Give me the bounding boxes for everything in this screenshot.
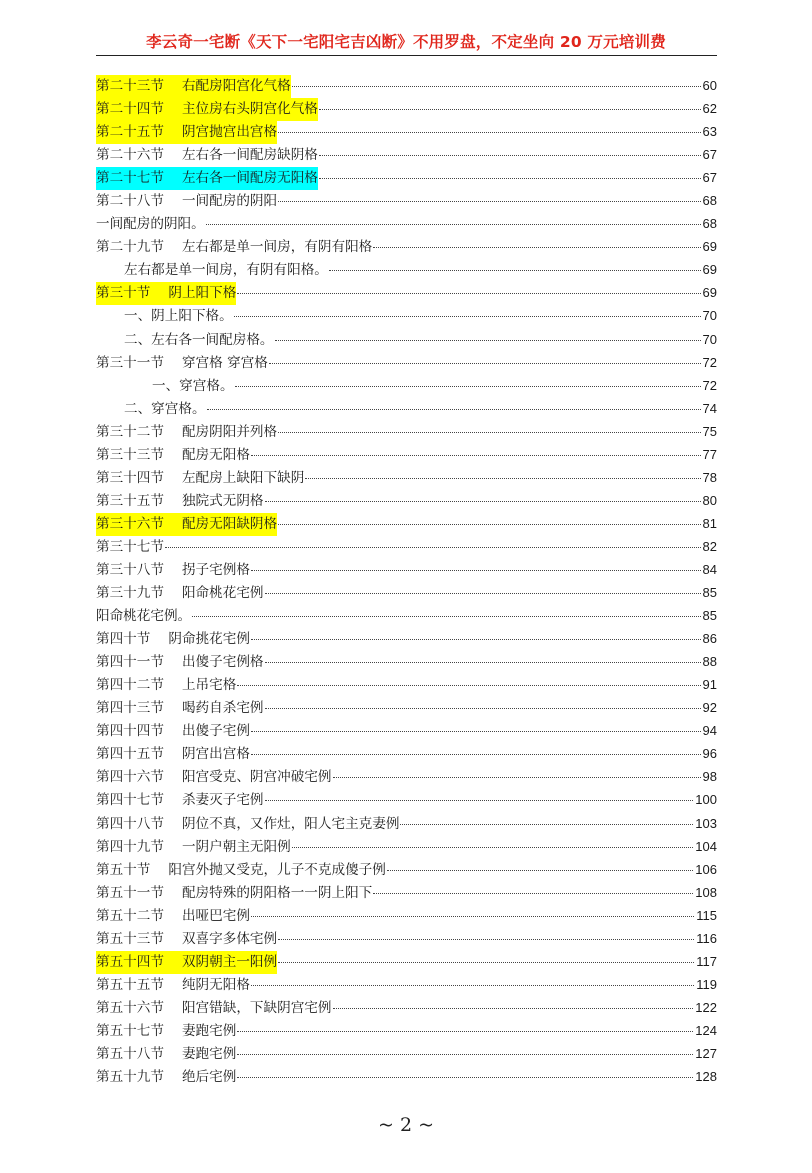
toc-section-title: 出哑巴宅例	[181, 907, 250, 924]
toc-page-number: 85	[702, 608, 717, 624]
dot-leader	[278, 132, 700, 133]
toc-page-number: 69	[702, 285, 717, 301]
toc-entry-label	[96, 766, 332, 789]
toc-section-title: 双阴朝主一阳例	[181, 953, 278, 970]
toc-entry[interactable]	[96, 835, 717, 858]
toc-entry[interactable]	[96, 973, 717, 996]
toc-section-title: 阴命挑花宅例	[168, 631, 250, 648]
toc-entry[interactable]	[96, 581, 717, 604]
toc-section-number: 第四十二节	[96, 677, 164, 694]
header-rule	[96, 55, 717, 56]
toc-entry-label	[96, 697, 264, 720]
toc-section-number: 第三十六节	[96, 515, 164, 532]
toc-entry[interactable]	[96, 466, 717, 489]
toc-section-title: 阴宫出宫格	[181, 746, 250, 763]
dot-leader	[319, 155, 701, 156]
toc-entry-label	[96, 1020, 236, 1043]
toc-section-number: 第二十六节	[96, 147, 164, 164]
toc-section-number: 第三十节	[96, 285, 151, 302]
toc-section-title: 阴宫抛宫出宫格	[181, 124, 278, 141]
dot-leader	[237, 1031, 693, 1032]
toc-entry[interactable]	[96, 258, 717, 281]
toc-section-title: 阳宫错缺，下缺阴宫宅例	[181, 999, 332, 1016]
toc-section-title: 出傻子宅例格	[181, 654, 264, 671]
toc-page-number: 77	[702, 446, 717, 462]
toc-section-number: 第五十一节	[96, 884, 164, 901]
toc-entry-label	[96, 836, 291, 859]
toc-entry-label	[124, 329, 274, 352]
dot-leader	[235, 386, 701, 387]
toc-entry[interactable]	[96, 443, 717, 466]
dot-leader	[292, 847, 694, 848]
toc-page-number: 115	[696, 907, 717, 923]
toc-entry-label	[96, 121, 277, 144]
toc-section-title: 妻跑宅例	[181, 1022, 237, 1039]
toc-entry[interactable]	[96, 512, 717, 535]
dot-leader	[329, 270, 701, 271]
toc-page-number: 108	[695, 884, 717, 900]
dot-leader	[265, 708, 701, 709]
toc-entry[interactable]	[96, 420, 717, 443]
toc-section-title: 配房阴阳并列格	[181, 423, 278, 440]
toc-entry-label	[96, 421, 277, 444]
toc-entry[interactable]	[96, 858, 717, 881]
toc-entry-label	[96, 167, 318, 190]
toc-section-number: 第五十五节	[96, 976, 164, 993]
toc-section-title: 右配房阳宫化气格	[181, 78, 291, 94]
toc-page-number: 67	[702, 147, 717, 163]
toc-section-number: 第五十三节	[96, 930, 164, 947]
toc-section-number: 第四十节	[96, 631, 151, 648]
toc-entry[interactable]	[96, 304, 717, 327]
toc-page-number: 127	[695, 1045, 717, 1061]
toc-page-number: 69	[702, 262, 717, 278]
dot-leader	[373, 247, 700, 248]
toc-entry[interactable]	[96, 374, 717, 397]
toc-page-number: 122	[695, 999, 717, 1015]
toc-section-number: 第四十八节	[96, 815, 164, 832]
toc-entry[interactable]	[96, 328, 717, 351]
toc-page-number: 84	[702, 561, 717, 577]
toc-section-title: 双喜字多体宅例	[181, 930, 278, 947]
toc-entry[interactable]	[96, 927, 717, 950]
toc-section-number: 第三十一节	[96, 354, 164, 371]
toc-section-title: 一、阴上阳下格。	[124, 308, 233, 325]
toc-entry[interactable]	[96, 189, 717, 212]
toc-section-title: 阳宫外抛又受克，儿子不克成傻子例	[168, 861, 386, 878]
toc-section-title: 主位房右头阴宫化气格	[181, 101, 318, 118]
toc-page-number: 67	[702, 170, 717, 186]
toc-entry[interactable]	[96, 166, 717, 189]
toc-section-number: 第二十九节	[96, 239, 164, 256]
toc-section-title: 配房无阳缺阴格	[181, 515, 278, 532]
toc-entry[interactable]	[96, 696, 717, 719]
toc-entry[interactable]	[96, 397, 717, 420]
toc-page-number: 70	[702, 331, 717, 347]
toc-entry-label	[96, 605, 191, 628]
dot-leader	[278, 939, 694, 940]
dot-leader	[278, 201, 700, 202]
dot-leader	[207, 409, 701, 410]
dot-leader	[333, 1008, 694, 1009]
toc-entry-label	[96, 352, 268, 375]
toc-section-title: 一间配房的阴阳	[181, 193, 278, 210]
toc-entry-label	[124, 398, 206, 421]
toc-section-number: 第三十七节	[96, 538, 164, 555]
toc-page-number: 72	[702, 354, 717, 370]
toc-entry[interactable]	[96, 143, 717, 166]
toc-section-title: 阴上阳下格	[168, 285, 237, 302]
toc-entry-label	[96, 559, 250, 582]
dot-leader	[387, 870, 693, 871]
toc-page-number: 128	[695, 1069, 717, 1085]
toc-page-number: 100	[695, 792, 717, 808]
toc-section-number: 第四十六节	[96, 769, 164, 786]
toc-page-number: 68	[702, 193, 717, 209]
toc-section-title: 独院式无阴格	[181, 492, 264, 509]
toc-page-number: 116	[696, 930, 717, 946]
toc-entry-label	[96, 75, 291, 98]
toc-page-number: 62	[702, 101, 717, 117]
toc-section-number: 第五十四节	[96, 953, 164, 970]
toc-entry[interactable]	[96, 97, 717, 120]
toc-page-number: 80	[702, 492, 717, 508]
dot-leader	[265, 662, 701, 663]
toc-page-number: 103	[695, 815, 717, 831]
toc-section-number: 第二十五节	[96, 124, 164, 141]
dot-leader	[192, 616, 700, 617]
toc-page-number: 106	[695, 861, 717, 877]
toc-section-title: 阳命桃花宅例。	[96, 608, 192, 625]
dot-leader	[400, 824, 693, 825]
toc-section-title: 绝后宅例	[181, 1069, 237, 1086]
toc-entry-label	[96, 190, 277, 213]
toc-entry[interactable]	[96, 351, 717, 374]
toc-section-title: 拐子宅例格	[181, 561, 250, 578]
toc-section-number: 第四十七节	[96, 792, 164, 809]
dot-leader	[275, 340, 701, 341]
toc-entry[interactable]	[96, 996, 717, 1019]
toc-page-number: 69	[702, 239, 717, 255]
toc-entry[interactable]	[96, 120, 717, 143]
toc-section-title: 穿宫格 穿宫格	[181, 354, 268, 371]
toc-entry-label	[96, 882, 372, 905]
toc-entry[interactable]	[96, 904, 717, 927]
toc-entry-label	[96, 490, 264, 513]
toc-entry[interactable]	[96, 1065, 717, 1088]
toc-entry-label	[96, 789, 264, 812]
toc-page-number: 78	[702, 469, 717, 485]
toc-page-number: 92	[702, 700, 717, 716]
toc-section-number: 第三十二节	[96, 423, 164, 440]
toc-section-number: 第三十三节	[96, 446, 164, 463]
toc-page-number: 91	[702, 677, 717, 693]
toc-page-number: 88	[702, 654, 717, 670]
toc-entry-label	[96, 743, 250, 766]
toc-entry-label	[96, 720, 250, 743]
toc-section-title: 出傻子宅例	[181, 723, 250, 740]
toc-section-number: 第二十四节	[96, 101, 164, 118]
toc-page-number: 68	[702, 216, 717, 232]
toc-entry-label	[96, 236, 372, 259]
toc-entry-label	[96, 997, 332, 1020]
toc-entry-label	[96, 536, 164, 559]
toc-entry-label	[96, 859, 386, 882]
toc-entry-label	[96, 813, 399, 836]
toc-entry-label	[96, 951, 277, 974]
dot-leader	[373, 893, 693, 894]
toc-section-title: 阴位不真，又作灶，阳人宅主克妻例	[181, 815, 400, 832]
toc-entry-label	[96, 513, 277, 536]
dot-leader	[305, 478, 700, 479]
toc-entry[interactable]	[96, 281, 717, 304]
toc-page-number: 74	[702, 400, 717, 416]
dot-leader	[234, 316, 701, 317]
toc-section-number: 第五十二节	[96, 907, 164, 924]
toc-entry[interactable]	[96, 489, 717, 512]
dot-leader	[251, 754, 701, 755]
toc-section-number: 第五十九节	[96, 1069, 164, 1086]
toc-entry-label	[96, 651, 264, 674]
toc-section-title: 杀妻灭子宅例	[181, 792, 264, 809]
dot-leader	[237, 1054, 693, 1055]
toc-entry-label	[96, 905, 250, 928]
toc-section-title: 上吊宅格	[181, 677, 237, 694]
toc-entry[interactable]	[96, 788, 717, 811]
toc-page-number: 94	[702, 723, 717, 739]
toc-page-number: 72	[702, 377, 717, 393]
toc-page-number: 85	[702, 585, 717, 601]
toc-entry[interactable]	[96, 673, 717, 696]
dot-leader	[265, 593, 701, 594]
toc-section-title: 一、穿宫格。	[152, 377, 234, 394]
toc-entry[interactable]	[96, 1042, 717, 1065]
toc-page-number: 98	[702, 769, 717, 785]
toc-section-title: 配房无阳格	[181, 446, 250, 463]
dot-leader	[206, 224, 701, 225]
toc-entry[interactable]	[96, 881, 717, 904]
dot-leader	[319, 109, 701, 110]
toc-entry[interactable]	[96, 558, 717, 581]
toc-page-number: 96	[702, 746, 717, 762]
toc-section-title: 一阴户朝主无阳例	[181, 838, 291, 855]
toc-entry-label	[96, 974, 250, 997]
toc-section-number: 第五十七节	[96, 1022, 164, 1039]
toc-section-title: 阳宫受克、阴宫冲破宅例	[181, 769, 332, 786]
dot-leader	[251, 455, 701, 456]
toc-section-number: 第五十八节	[96, 1045, 164, 1062]
toc-section-number: 第五十六节	[96, 999, 164, 1016]
toc-page-number: 124	[695, 1022, 717, 1038]
toc-entry-label	[96, 444, 250, 467]
dot-leader	[251, 731, 701, 732]
toc-section-number: 第三十八节	[96, 561, 164, 578]
dot-leader	[265, 501, 701, 502]
toc-section-number: 第四十九节	[96, 838, 164, 855]
dot-leader	[237, 685, 700, 686]
page-number: ~ 2 ~	[377, 1114, 434, 1136]
toc-entry[interactable]	[96, 74, 717, 97]
dot-leader	[319, 178, 701, 179]
toc-section-number: 第三十五节	[96, 492, 164, 509]
toc-section-number: 第二十三节	[96, 78, 164, 94]
toc-section-title: 左右各一间配房无阳格	[181, 170, 318, 187]
toc-entry[interactable]	[96, 535, 717, 558]
toc-entry[interactable]	[96, 742, 717, 765]
toc-entry-label	[96, 582, 264, 605]
toc-entry[interactable]	[96, 765, 717, 788]
toc-section-title: 一间配房的阴阳。	[96, 216, 205, 233]
toc-section-number: 第五十节	[96, 861, 151, 878]
toc-section-number: 第四十四节	[96, 723, 164, 740]
toc-page-number: 117	[696, 953, 717, 969]
toc-page-number: 82	[702, 538, 717, 554]
dot-leader	[278, 432, 700, 433]
document-header: 李云奇一宅断《天下一宅阳宅吉凶断》不用罗盘，不定坐向 20 万元培训费	[146, 33, 666, 51]
toc-entry-label	[96, 144, 318, 167]
dot-leader	[278, 962, 694, 963]
toc-section-title: 喝药自杀宅例	[181, 700, 264, 717]
toc-section-title: 左右都是单一间房，有阴有阳格。	[124, 262, 328, 279]
toc-entry[interactable]	[96, 627, 717, 650]
toc-section-number: 第四十一节	[96, 654, 164, 671]
toc-entry-label	[96, 98, 318, 121]
toc-page-number: 60	[702, 78, 717, 93]
dot-leader	[251, 570, 701, 571]
toc-section-number: 第四十五节	[96, 746, 164, 763]
dot-leader	[165, 547, 701, 548]
dot-leader	[251, 639, 701, 640]
toc-entry-label	[96, 928, 277, 951]
dot-leader	[237, 293, 700, 294]
toc-section-number: 第二十七节	[96, 170, 164, 187]
toc-entry-label	[96, 1066, 236, 1089]
toc-page-number: 70	[702, 308, 717, 324]
toc-entry-label	[152, 375, 234, 398]
dot-leader	[265, 800, 694, 801]
dot-leader	[333, 777, 701, 778]
dot-leader	[292, 86, 701, 87]
toc-section-number: 第三十九节	[96, 585, 164, 602]
toc-entry-label	[96, 213, 205, 236]
toc-entry-label	[96, 282, 236, 305]
toc-section-title: 左右都是单一间房，有阴有阳格	[181, 239, 373, 256]
toc-section-title: 纯阴无阳格	[181, 976, 250, 993]
toc-entry-label	[96, 1043, 236, 1066]
toc-section-title: 妻跑宅例	[181, 1045, 237, 1062]
dot-leader	[251, 916, 694, 917]
toc-section-number: 第三十四节	[96, 469, 164, 486]
toc-entry-label	[96, 467, 304, 490]
toc-entry[interactable]	[96, 604, 717, 627]
toc-entry[interactable]	[96, 235, 717, 258]
toc-page-number: 63	[702, 124, 717, 140]
dot-leader	[278, 524, 700, 525]
toc-section-title: 配房特殊的阴阳格一一阴上阳下	[181, 884, 373, 901]
toc-section-title: 阳命桃花宅例	[181, 585, 264, 602]
toc-page-number: 119	[696, 976, 717, 992]
toc-entry[interactable]	[96, 650, 717, 673]
toc-entry[interactable]	[96, 812, 717, 835]
toc-section-title: 二、左右各一间配房格。	[124, 331, 274, 348]
table-of-contents	[96, 74, 717, 1088]
toc-section-number: 第二十八节	[96, 193, 164, 210]
toc-entry[interactable]	[96, 719, 717, 742]
toc-entry[interactable]	[96, 212, 717, 235]
toc-page-number: 81	[702, 515, 717, 531]
toc-section-title: 左右各一间配房缺阴格	[181, 147, 318, 164]
toc-section-number: 第四十三节	[96, 700, 164, 717]
dot-leader	[269, 363, 701, 364]
toc-entry[interactable]	[96, 1019, 717, 1042]
toc-section-title: 左配房上缺阳下缺阴	[181, 469, 305, 486]
toc-page-number: 104	[695, 838, 717, 854]
toc-entry-label	[96, 628, 250, 651]
toc-entry-label	[96, 674, 236, 697]
toc-section-title: 二、穿宫格。	[124, 400, 206, 417]
toc-entry[interactable]	[96, 950, 717, 973]
dot-leader	[251, 985, 694, 986]
toc-entry-label	[124, 259, 328, 282]
dot-leader	[237, 1077, 693, 1078]
toc-entry-label	[124, 305, 233, 328]
toc-page-number: 86	[702, 631, 717, 647]
toc-page-number: 75	[702, 423, 717, 439]
